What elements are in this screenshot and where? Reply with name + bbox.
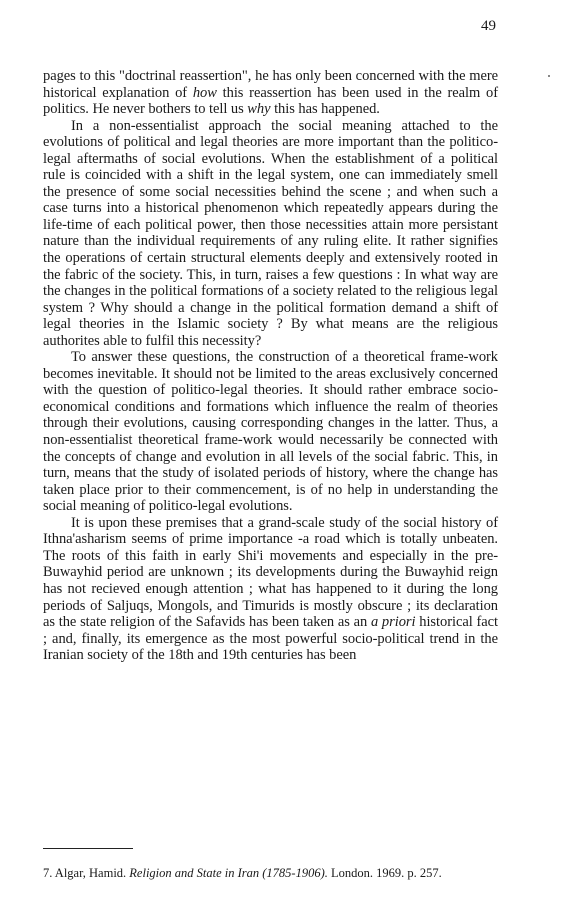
body-text (43, 68, 498, 664)
paragraph-1-text-b: this reassertion has been used in the realm of politics. He never bothers to tell us (43, 84, 498, 118)
paragraph-4 (43, 515, 498, 664)
emphasis-why: why (247, 101, 271, 118)
emphasis-a-priori: a priori (370, 614, 416, 631)
paragraph-1-text-a: pages to this "doctrinal reassertion", he has only been concerned with the mere historical explanation of (43, 68, 498, 101)
footnote-suffix: London. 1969. p. 257. (327, 866, 442, 880)
paragraph-2: In a non-essentialist approach the social meaning attached to the evolutions of political and legal theories are more important than the politico-legal aftermaths of social evolutions. When the establishment of a political rule is coincided with a shift in the legal system, one can immediately smell the presence of some social necessities behind the scene ; and when such a case turns into a historical phenomenon which repeatedly appears during the life-time of each political power, then those necessities attain more persistant nature than the individual requirements of any ruling elite. It rather signifies the operations of certain structural elements deeply and extensively rooted in the fabric of the society. This, in turn, raises a few questions : In what way are the changes in the political formations of a society related to the religious legal system ? Why should a change in the political formation demand a shift of legal theories in the Islamic society ? By what means are the religious authorites able to fulfil this necessity? (43, 117, 498, 349)
paragraph-3: To answer these questions, the construction of a theoretical frame-work becomes inevitable. It should not be limited to the areas exclusively concerned with the question of politico-legal theories. It should rather embrace socio-economical conditions and formations which influence the realm of theories through their evolutions, causing corresponding changes in the latter. Thus, a non-essentialist theoretical frame-work would necessarily be connected with the concepts of change and evolution in all levels of the social fabric. This, in turn, means that the study of isolated periods of history, where the change has taken place prior to their commencement, is of no help in understanding the social meaning of politico-legal evolutions. (43, 349, 498, 515)
page-number: 49 (481, 18, 496, 34)
paragraph-1-text-c: this has happened. (270, 101, 380, 118)
footnote-divider (43, 848, 133, 849)
paragraph-4-text-a: It is upon these premises that a grand-scale study of the social history of Ithna'asharism seems of prime importance -a road which is totally unbeaten. The roots of this faith in early Shi'i movements and especially in the pre-Buwayhid period are unknown ; its developments during the Buwayhid reign has not recieved enough attention ; what has happened to it during the long periods of Saljuqs, Mongols, and Timurids is mostly obscure ; its declaration as the state religion of the Safavids has been taken as an (43, 514, 498, 631)
paragraph-1 (43, 68, 498, 118)
footnote-7 (43, 865, 513, 881)
paragraph-4-text-b: historical fact ; and, finally, its emergence as the most powerful socio-political trend in the Iranian society of the 18th and 19th centuries has been (43, 614, 498, 664)
emphasis-how: how (192, 84, 217, 101)
footnote-prefix: 7. Algar, Hamid. (43, 866, 130, 880)
footnote-title: Religion and State in Iran (1785-1906). (129, 866, 328, 880)
stray-mark (548, 75, 550, 77)
